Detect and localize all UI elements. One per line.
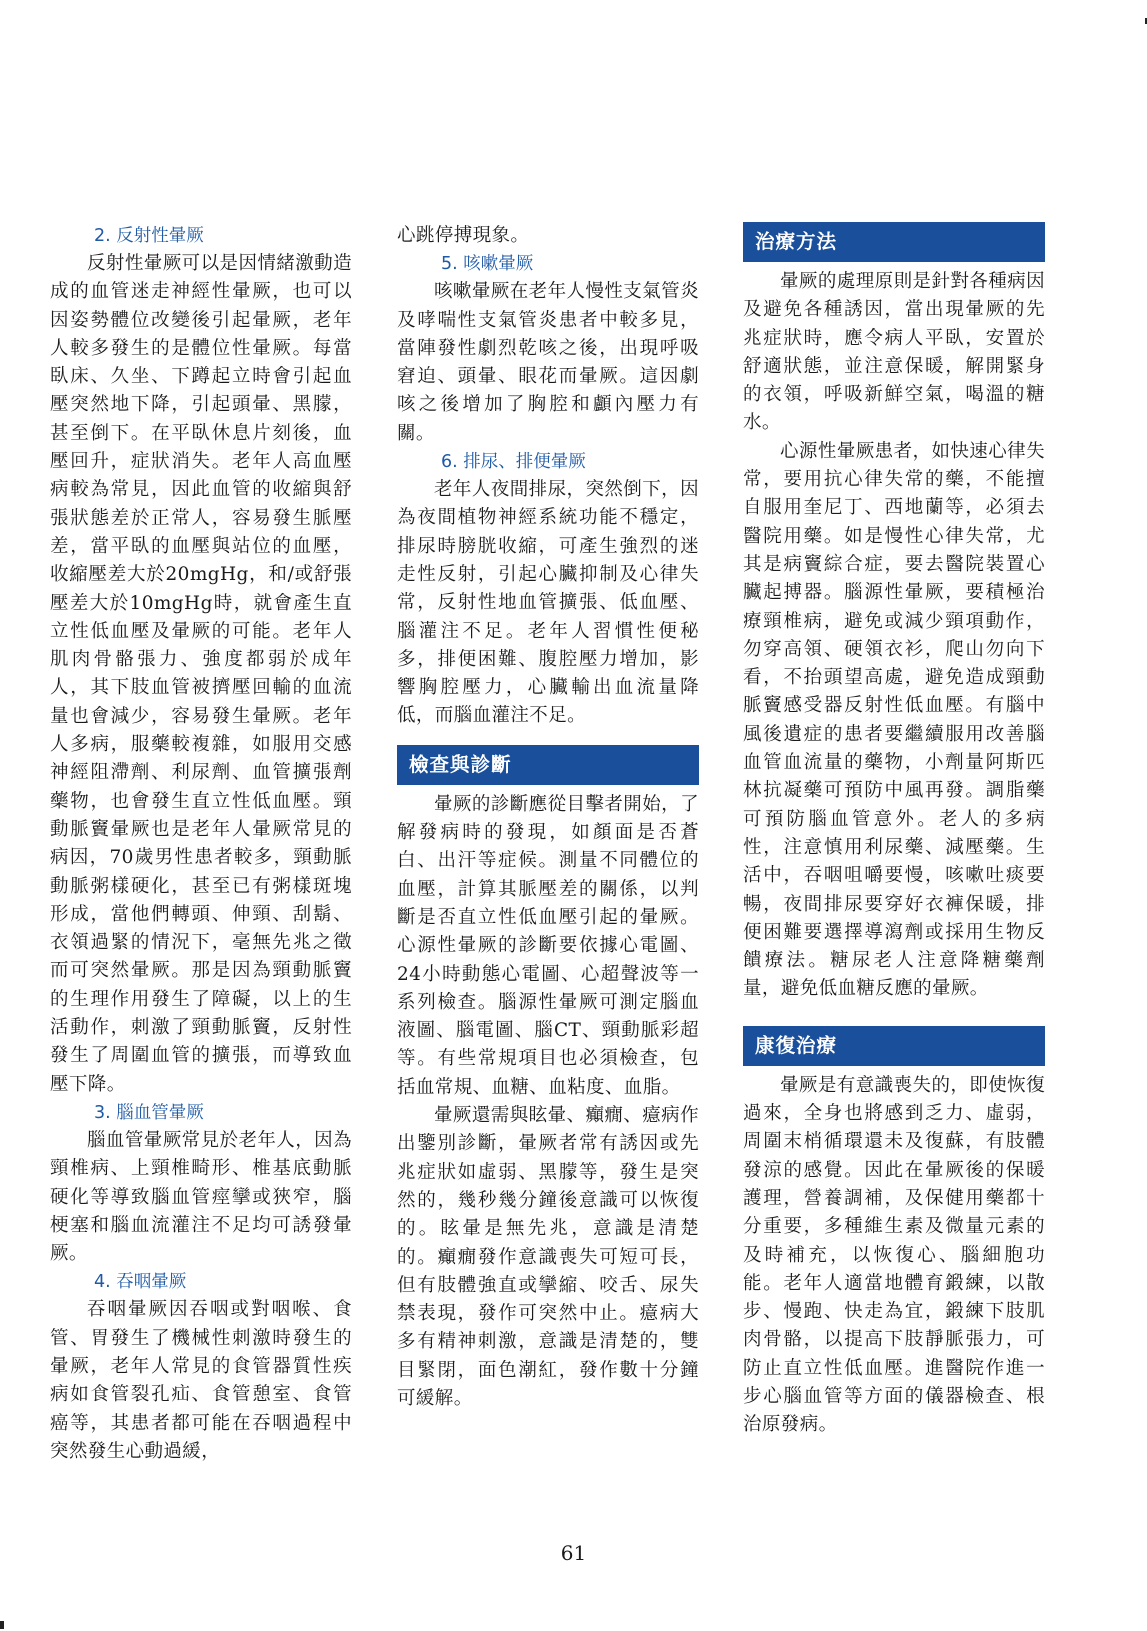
section-banner-rehabilitation: 康復治療: [743, 1026, 1045, 1066]
column-right: [743, 222, 1045, 1440]
paragraph-micturition-syncope: 老年人夜間排尿，突然倒下，因為夜間植物神經系統功能不穩定，排尿時膀胱收縮，可產生強烈的迷走性反射，引起心臟抑制及心律失常，反射性地血管擴張、低血壓、腦灌注不足。老年人習慣性便秘多，排便困難、腹腔壓力增加，影響胸腔壓力，心臟輸出血流量降低，而腦血灌注不足。: [397, 479, 699, 727]
scan-mark: [0, 1621, 4, 1629]
section-banner-diagnosis: 檢查與診斷: [397, 745, 699, 785]
subheading-reflex-syncope: 2. 反射性暈厥: [94, 226, 204, 246]
subheading-micturition-syncope: 6. 排尿、排便暈厥: [441, 452, 586, 473]
paragraph-diagnosis-2: 暈厥還需與眩暈、癲癇、癔病作出鑒別診斷，暈厥者常有誘因或先兆症狀如虛弱、黑朦等，發生是突然的，幾秒幾分鐘後意識可以恢復的。眩暈是無先兆，意識是清楚的。癲癇發作意識喪失可短可長，但有肢體強直或攣縮、咬舌、尿失禁表現，發作可突然中止。癔病大多有精神刺激，意識是清楚的，雙目緊閉，面色潮紅，發作數十分鐘可緩解。: [397, 1105, 699, 1409]
subheading-swallow-syncope: 4. 吞咽暈厥: [94, 1272, 187, 1293]
subheading-cough-syncope: 5. 咳嗽暈厥: [441, 254, 534, 275]
column-middle: [397, 222, 699, 1413]
section-banner-treatment: 治療方法: [743, 222, 1045, 262]
paragraph-treatment-1: 暈厥的處理原則是針對各種病因及避免各種誘因，當出現暈厥的先兆症狀時，應令病人平臥，安置於舒適狀態，並注意保暖，解開緊身的衣領，呼吸新鮮空氣，喝溫的糖水。: [743, 271, 1045, 434]
column-left: [50, 222, 352, 1466]
paragraph-treatment-2: 心源性暈厥患者，如快速心律失常，要用抗心律失常的藥，不能擅自服用奎尼丁、西地蘭等，必須去醫院用藥。如是慢性心律失常，尤其是病竇綜合症，要去醫院裝置心臟起搏器。腦源性暈厥，要積極治療頸椎病，避免或減少頸項動作，勿穿高領、硬領衣衫，爬山勿向下看，不抬頭望高處，避免造成頸動脈竇感受器反射性低血壓。有腦中風後遺症的患者要繼續服用改善腦血管血流量的藥物，小劑量阿斯匹林抗凝藥可預防中風再發。調脂藥可預防腦血管意外。老人的多病性，注意慎用利尿藥、減壓藥。生活中，吞咽咀嚼要慢，咳嗽吐痰要暢，夜間排尿要穿好衣褲保暖，排便困難要選擇導瀉劑或採用生物反饋療法。糖尿老人注意降糖藥劑量，避免低血糖反應的暈厥。: [743, 440, 1045, 1000]
paragraph-swallow-syncope: 吞咽暈厥因吞咽或對咽喉、食管、胃發生了機械性刺激時發生的暈厥，老年人常見的食管器質性疾病如食管裂孔疝、食管憩室、食管癌等，其患者都可能在吞咽過程中突然發生心動過緩，: [50, 1299, 352, 1462]
paragraph-reflex-syncope: 反射性暈厥可以是因情緒激動造成的血管迷走神經性暈厥，也可以因姿勢體位改變後引起暈厥，老年人較多發生的是體位性暈厥。每當臥床、久坐、下蹲起立時會引起血壓突然地下降，引起頭暈、黑朦，甚至倒下。在平臥休息片刻後，血壓回升，症狀消失。老年人高血壓病較為常見，因此血管的收縮與舒張狀態差於正常人，容易發生脈壓差，當平臥的血壓與站位的血壓，收縮壓差大於20mgHg，和/或舒張壓差大於10mgHg時，就會產生直立性低血壓及暈厥的可能。老年人肌肉骨骼張力、強度都弱於成年人，其下肢血管被擠壓回輸的血流量也會減少，容易發生暈厥。老年人多病，服藥較複雜，如服用交感神經阻滯劑、利尿劑、血管擴張劑藥物，也會發生直立性低血壓。頸動脈竇暈厥也是老年人暈厥常見的病因，70歲男性患者較多，頸動脈動脈粥樣硬化，甚至已有粥樣斑塊形成，當他們轉頭、伸頸、刮鬍、衣領過緊的情況下，毫無先兆之徵而可突然暈厥。那是因為頸動脈竇的生理作用發生了障礙，以上的生活動作，刺激了頸動脈竇，反射性發生了周圍血管的擴張，而導致血壓下降。: [50, 253, 352, 1095]
paragraph-swallow-syncope-continued: 心跳停搏現象。: [397, 225, 530, 246]
paragraph-cough-syncope: 咳嗽暈厥在老年人慢性支氣管炎及哮喘性支氣管炎患者中較多見，當陣發性劇烈乾咳之後，出現呼吸窘迫、頭暈、眼花而暈厥。這因劇咳之後增加了胸腔和顱內壓力有關。: [397, 281, 699, 444]
page-number: 61: [560, 1541, 587, 1565]
subheading-cerebrovascular-syncope: 3. 腦血管暈厥: [94, 1102, 204, 1123]
paragraph-cerebrovascular-syncope: 腦血管暈厥常見於老年人，因為頸椎病、上頸椎畸形、椎基底動脈硬化等導致腦血管痙攣或狹窄，腦梗塞和腦血流灌注不足均可誘發暈厥。: [50, 1129, 352, 1265]
paragraph-diagnosis-1: 暈厥的診斷應從目擊者開始，了解發病時的發現，如顏面是否蒼白、出汗等症候。測量不同體位的血壓，計算其脈壓差的關係，以判斷是否直立性低血壓引起的暈厥。心源性暈厥的診斷要依據心電圖、24小時動態心電圖、心超聲波等一系列檢查。腦源性暈厥可測定腦血液圖、腦電圖、腦CT、頸動脈彩超等。有些常規項目也必須檢查，包括血常規、血糖、血粘度、血脂。: [397, 793, 699, 1098]
paragraph-rehabilitation: 暈厥是有意識喪失的，即使恢復過來，全身也將感到乏力、虛弱，周圍末梢循環還未及復蘇，有肢體發涼的感覺。因此在暈厥後的保暖護理，營養調補，及保健用藥都十分重要，多種維生素及微量元素的及時補充，以恢復心、腦細胞功能。老年人適當地體育鍛練，以散步、慢跑、快走為宜，鍛練下肢肌肉骨骼，以提高下肢靜脈張力，可防止直立性低血壓。進醫院作進一步心腦血管等方面的儀器檢查、根治原發病。: [743, 1074, 1045, 1436]
